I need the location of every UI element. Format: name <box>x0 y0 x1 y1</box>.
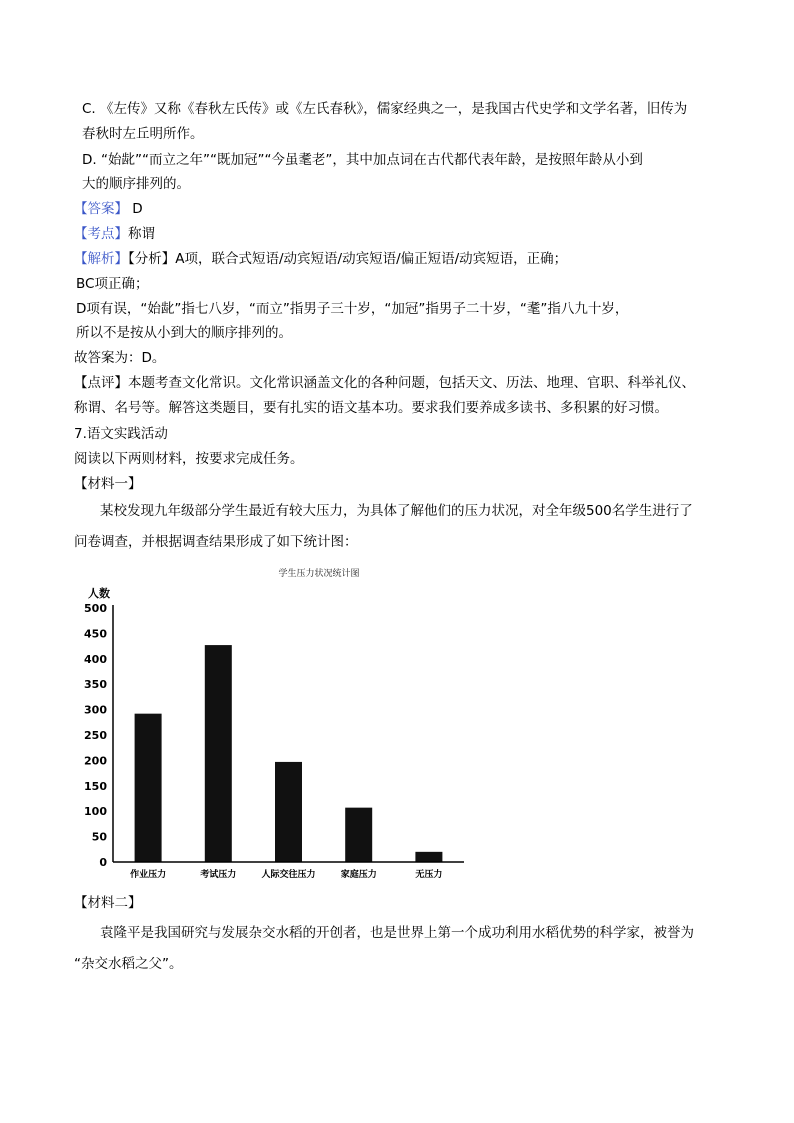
y-tick-label: 400 <box>84 652 107 666</box>
x-category-label: 家庭压力 <box>340 870 377 880</box>
bar-2 <box>205 645 232 862</box>
x-category-label: 无压力 <box>415 870 443 880</box>
material-1-para-line2: 问卷调查，并根据调查结果形成了如下统计图： <box>74 534 358 550</box>
answer-value: D <box>132 201 143 217</box>
kaodian-row <box>74 224 155 244</box>
y-tick-label: 100 <box>84 805 107 819</box>
kaodian-value: 称谓 <box>128 226 155 242</box>
d-error-line2: 所以不是按从小到大的顺序排列的。 <box>76 325 292 341</box>
conclusion: 故答案为：D。 <box>74 350 166 366</box>
material-2-para-line2: “杂交水稻之父”。 <box>74 956 183 972</box>
y-tick-label: 250 <box>84 729 107 742</box>
instruction: 阅读以下两则材料，按要求完成任务。 <box>74 451 304 467</box>
material-1-para-line1: 某校发现九年级部分学生最近有较大压力，为具体了解他们的压力状况，对全年级500名学生进行了 <box>100 503 693 519</box>
y-tick-label: 150 <box>84 779 107 793</box>
answer-tag: 【答案】 <box>74 201 128 217</box>
bc-correct: BC项正确； <box>76 276 149 292</box>
chart-title: 学生压力状况统计图 <box>278 569 360 579</box>
jiexi-value: 【分析】A项，联合式短语/动宾短语/动宾短语/偏正短语/动宾短语，正确； <box>128 251 568 267</box>
option-c-line2: 春秋时左丘明所作。 <box>82 126 204 142</box>
option-d-line2: 大的顺序排列的。 <box>82 176 190 192</box>
option-d-line1: D. “始龀”“而立之年”“既加冠”“今虽耄老”，其中加点词在古代都代表年龄，是按照年龄从小到 <box>82 152 643 168</box>
y-tick-label: 50 <box>91 830 107 844</box>
y-tick-label: 450 <box>84 627 107 641</box>
jiexi-row <box>74 249 567 269</box>
bar-4 <box>345 808 372 862</box>
bar-5 <box>415 852 442 862</box>
y-tick-label: 300 <box>84 703 107 717</box>
kaodian-tag: 【考点】 <box>74 226 128 242</box>
answer-row <box>74 199 143 219</box>
x-category-label: 作业压力 <box>130 870 167 880</box>
material-1-title: 【材料一】 <box>74 476 142 492</box>
dianping-line2: 称谓、名号等。解答这类题目，要有扎实的语文基本功。要求我们要养成多读书、多积累的好习惯。 <box>74 400 668 416</box>
bar-3 <box>275 762 302 862</box>
y-tick-label: 500 <box>84 602 107 615</box>
bar-1 <box>135 714 162 862</box>
y-tick-label: 200 <box>84 754 107 768</box>
dianping-line1: 【点评】本题考查文化常识。文化常识涵盖文化的各种问题，包括天文、历法、地理、官职、科举礼仪、 <box>74 375 695 391</box>
material-2-title: 【材料二】 <box>74 895 142 911</box>
d-error-line1: D项有误，“始龀”指七八岁，“而立”指男子三十岁，“加冠”指男子二十岁，“耄”指八九十岁， <box>76 301 629 317</box>
question-7: 7.语文实践活动 <box>74 426 168 442</box>
x-category-label: 人际交往压力 <box>261 870 316 880</box>
x-category-label: 考试压力 <box>200 870 237 880</box>
stress-bar-chart <box>74 560 474 890</box>
chart-ylabel: 人数 <box>88 587 110 600</box>
y-tick-label: 350 <box>84 678 107 692</box>
y-tick-label: 0 <box>99 856 107 869</box>
option-c-line1: C. 《左传》又称《春秋左氏传》或《左氏春秋》，儒家经典之一，是我国古代史学和文学名著，旧传为 <box>82 101 688 117</box>
jiexi-tag: 【解析】 <box>74 251 128 267</box>
material-2-para-line1: 袁隆平是我国研究与发展杂交水稻的开创者，也是世界上第一个成功利用水稻优势的科学家，被誉为 <box>100 925 694 941</box>
